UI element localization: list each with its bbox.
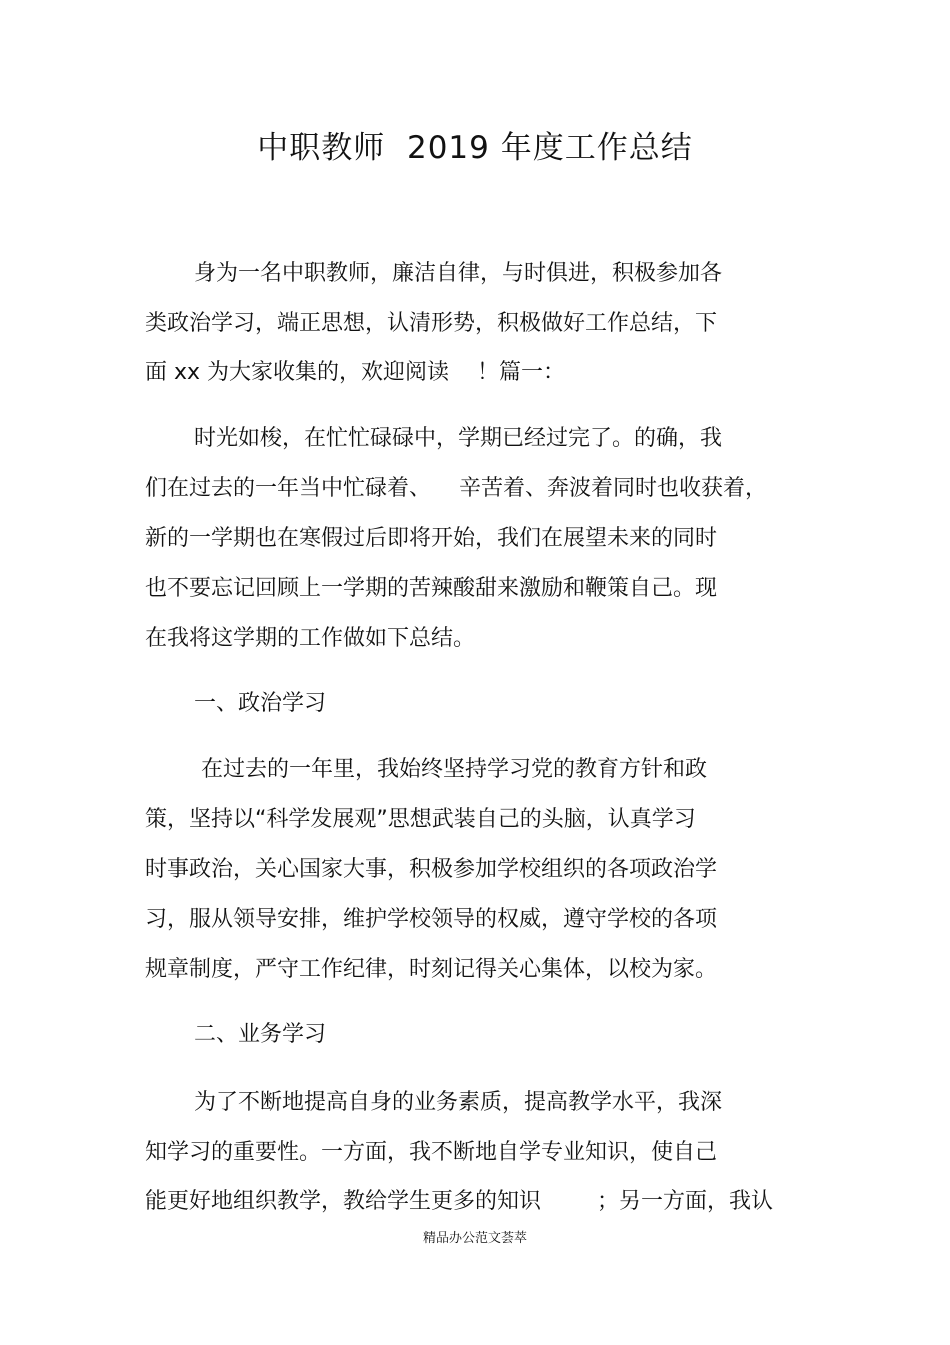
section1-line-1: 在过去的一年里，我始终坚持学习党的教育方针和政: [194, 757, 707, 782]
paragraph1-line-1: 时光如梭，在忙忙碌碌中，学期已经过完了。的确，我: [194, 426, 723, 451]
section1-heading: 一、政治学习: [194, 691, 327, 716]
section2-line-3: 能更好地组织教学，教给学生更多的知识 ；另一方面，我认: [145, 1189, 773, 1214]
section1-line-2: 策，坚持以“科学发展观”思想武装自己的头脑，认真学习: [145, 807, 696, 832]
section2-line-2: 知学习的重要性。一方面，我不断地自学专业知识，使自己: [145, 1140, 718, 1165]
section1-line-4: 习，服从领导安排，维护学校领导的权威，遵守学校的各项: [145, 907, 718, 932]
section1-line-5: 规章制度，严守工作纪律，时刻记得关心集体，以校为家。: [145, 957, 718, 982]
paragraph1-line-5: 在我将这学期的工作做如下总结。: [145, 626, 476, 651]
section1-line-3: 时事政治，关心国家大事，积极参加学校组织的各项政治学: [145, 857, 718, 882]
paragraph1-line-4: 也不要忘记回顾上一学期的苦辣酸甜来激励和鞭策自己。现: [145, 576, 718, 601]
paragraph1-line-3: 新的一学期也在寒假过后即将开始，我们在展望未来的同时: [145, 526, 718, 551]
document-title: 中职教师 2019 年度工作总结: [257, 130, 693, 166]
paragraph1-line-2: 们在过去的一年当中忙碌着、 辛苦着、奔波着同时也收获着，: [145, 476, 767, 501]
section2-line-1: 为了不断地提高自身的业务素质，提高教学水平，我深: [194, 1090, 723, 1115]
section2-heading: 二、业务学习: [194, 1022, 327, 1047]
intro-line-1: 身为一名中职教师，廉洁自律，与时俱进，积极参加各: [194, 261, 723, 286]
page-footer: 精品办公范文荟萃: [422, 1231, 527, 1246]
intro-line-3: 面 xx 为大家收集的，欢迎阅读 ！篇一：: [145, 360, 565, 385]
intro-line-2: 类政治学习，端正思想，认清形势，积极做好工作总结，下: [145, 311, 718, 336]
